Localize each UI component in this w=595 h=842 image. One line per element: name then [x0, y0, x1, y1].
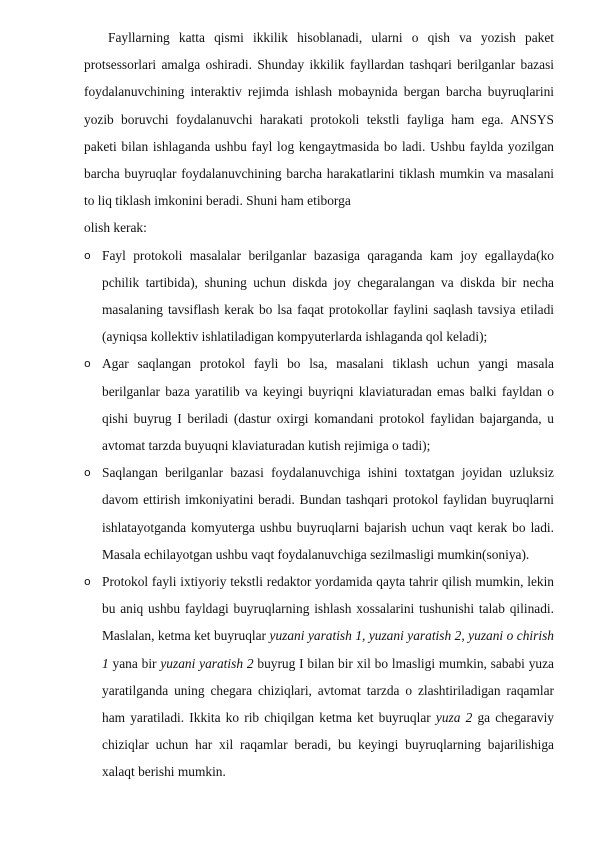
- list-item-text: buyrug I bilan bir xil bo lmasligi mumkin, sababi yuza yaratilganda uning chegara chiziqlari, avtomat tarzda o zlashtiriladigan raqamlar ham yaratiladi. Ikkita ko rib chiqilgan ketma ket buyruqlar: [102, 655, 554, 726]
- italic-command-text: yuza 2: [435, 710, 473, 726]
- list-item: [84, 350, 554, 459]
- list-item-text: ga chegaraviy chiziqlar uchun har xil raqamlar beradi, bu keyingi buyruqlarning bajarilishiga xalaqt berishi mumkin.: [102, 710, 554, 780]
- bullet-marker-icon: o: [84, 357, 91, 371]
- intro-paragraph-last-line: olish kerak:: [84, 220, 147, 236]
- document-page: [84, 24, 554, 786]
- bullet-marker-icon: o: [84, 466, 91, 480]
- bullet-marker-icon: o: [84, 248, 91, 262]
- list-item-text: Agar saqlangan protokol fayli bo lsa, masalani tiklash uchun yangi masala berilganlar baza yaratilib va keyingi buyriqni klaviaturadan emas balki fayldan o qishi buyrug I beriladi (dastur oxirgi komandani protokol faylidan bajarganda, u avtomat tarzda buyuqni klaviaturadan kutish rejimiga o tadi);: [102, 356, 554, 454]
- list-item-text: Fayl protokoli masalalar berilganlar bazasiga qaraganda kam joy egallayda(ko pchilik tartibida), shuning uchun diskda joy chegaralangan va diskda bir necha masalaning tavsiflash kerak bo lsa faqat protokollar faylini saqlash tavsiya etiladi (ayniqsa kollektiv ishlatiladigan kompyuterlarda ishlaganda qol keladi);: [102, 247, 554, 345]
- list-item: [84, 242, 554, 351]
- list-item-text: yana bir: [108, 655, 161, 671]
- italic-command-text: yuzani yaratish 2: [160, 655, 254, 671]
- list-item: [84, 568, 554, 786]
- list-item-text: Saqlangan berilganlar bazasi foydalanuvchiga ishini toxtatgan joyidan uzluksiz davom ettirish imkoniyatini beradi. Bundan tashqari protokol faylidan buyruqlarni ishlatayotganda komyuterga ushbu buyruqlarni bajarish uchun vaqt kerak bo ladi. Masala echilayotgan ushbu vaqt foydalanuvchiga sezilmasligi mumkin(soniya).: [102, 465, 554, 562]
- intro-paragraph: Fayllarning katta qismi ikkilik hisoblanadi, ularni o qish va yozish paket protsessorlari amalga oshiradi. Shunday ikkilik fayllardan tashqari berilganlar bazasi foydalanuvchining interaktiv rejimda ishlash mobaynida bergan barcha buyruqlarini yozib boruvchi foydalanuvchi harakati protokoli tekstli fayliga ham ega. ANSYS paketi bilan ishlaganda ushbu fayl log kengaytmasida bo ladi. Ushbu faylda yozilgan barcha buyruqlar foydalanuvchining barcha harakatlarini tiklash mumkin va masalani to liq tiklash imkonini beradi. Shuni ham etiborga: [84, 30, 554, 209]
- bullet-list: [84, 242, 554, 786]
- list-item-text: Protokol fayli ixtiyoriy tekstli redaktor yordamida qayta tahrir qilish mumkin, lekin bu aniq ushbu fayldagi buyruqlarning ishlash xossalarini tushunishi talab qilinadi. Maslalan, ketma ket buyruqlar: [102, 574, 554, 644]
- italic-command-text: yuzani yaratish 1, yuzani yaratish 2, yuzani o chirish 1: [102, 628, 554, 671]
- list-item: [84, 459, 554, 568]
- bullet-marker-icon: o: [84, 575, 91, 589]
